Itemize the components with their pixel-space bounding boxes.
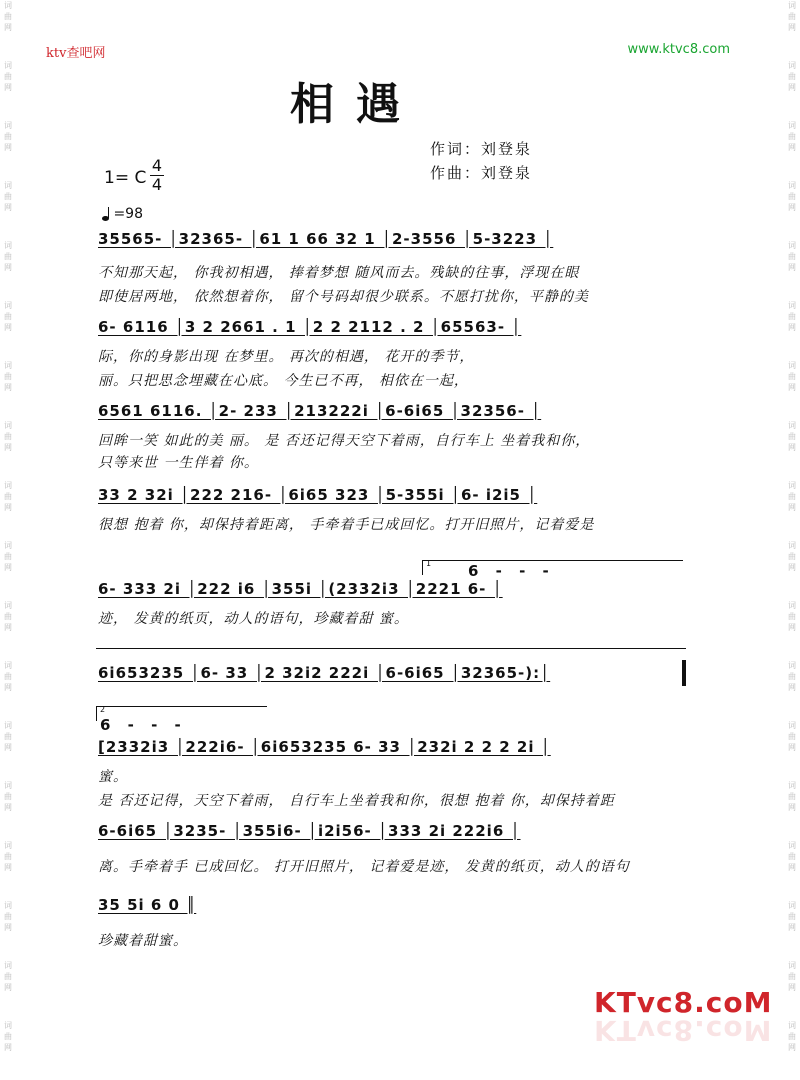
watermark-char: 曲 [788, 72, 796, 81]
watermark-char: 网 [788, 743, 796, 752]
watermark-char: 词 [788, 61, 796, 70]
watermark-char: 词 [788, 1021, 796, 1030]
watermark-char: 词 [4, 841, 12, 850]
watermark-char: 词 [4, 781, 12, 790]
watermark-char: 曲 [4, 732, 12, 741]
watermark-char: 词 [4, 541, 12, 550]
time-signature [150, 158, 164, 193]
watermark-char: 曲 [4, 1032, 12, 1041]
time-signature-top: 4 [151, 156, 163, 175]
watermark-char: 网 [4, 263, 12, 272]
watermark-char: 曲 [4, 972, 12, 981]
watermark-char: 网 [788, 803, 796, 812]
watermark-char: 网 [4, 803, 12, 812]
watermark-char: 曲 [4, 192, 12, 201]
lyric-line-8a: 离。手牵着手 已成回忆。 打开旧照片， 记着爱是迹， 发黄的纸页，动人的语句 [98, 859, 630, 875]
watermark-char: 网 [4, 863, 12, 872]
watermark-char: 词 [788, 361, 796, 370]
notation-line-1: 35565- │32365- │61 1 66 32 1 │2-3556 │5-3223 │ [98, 230, 554, 248]
watermark-char: 词 [4, 901, 12, 910]
section-divider [96, 648, 686, 649]
lyric-line-3a: 回眸一笑 如此的美 丽。 是 否还记得天空下着雨，自行车上 坐着我和你， [98, 433, 591, 449]
watermark-char: 词 [788, 841, 796, 850]
watermark-char: 词 [788, 241, 796, 250]
watermark-char: 网 [788, 1043, 796, 1052]
watermark-char: 网 [4, 563, 12, 572]
watermark-char: 网 [788, 863, 796, 872]
watermark-char: 网 [4, 683, 12, 692]
watermark-char: 网 [788, 563, 796, 572]
watermark-char: 曲 [788, 372, 796, 381]
volta-1-number: 1 [426, 559, 432, 568]
watermark-char: 曲 [788, 192, 796, 201]
watermark-char: 网 [4, 1043, 12, 1052]
watermark-char: 词 [4, 301, 12, 310]
lyric-line-9a: 珍藏着甜蜜。 [98, 933, 188, 949]
watermark-char: 网 [4, 83, 12, 92]
watermark-char: 网 [788, 83, 796, 92]
watermark-char: 网 [4, 23, 12, 32]
watermark-char: 曲 [4, 312, 12, 321]
watermark-char: 词 [788, 541, 796, 550]
watermark-char: 曲 [4, 612, 12, 621]
notation-line-5: 6- 333 2i │222 i6 │355i │(2332i3 │2221 6- │ [98, 580, 503, 598]
watermark-char: 网 [788, 143, 796, 152]
watermark-char: 词 [788, 961, 796, 970]
watermark-char: 词 [4, 481, 12, 490]
site-name-left[interactable]: ktv查吧网 [46, 46, 106, 61]
watermark-char: 词 [788, 301, 796, 310]
lyric-line-5a: 迹， 发黄的纸页，动人的语句，珍藏着甜 蜜。 [98, 611, 409, 627]
lyricist-credit: 作词：刘登泉 [430, 140, 533, 158]
key-signature: 1= C [104, 168, 147, 188]
watermark-char: 网 [788, 983, 796, 992]
watermark-char: 词 [788, 181, 796, 190]
watermark-char: 网 [4, 743, 12, 752]
watermark-char: 词 [788, 901, 796, 910]
watermark-char: 曲 [4, 672, 12, 681]
watermark-char: 曲 [788, 612, 796, 621]
watermark-char: 曲 [4, 372, 12, 381]
watermark-char: 曲 [788, 552, 796, 561]
watermark-char: 词 [4, 181, 12, 190]
watermark-char: 网 [788, 683, 796, 692]
time-signature-bottom: 4 [151, 175, 163, 194]
watermark-char: 曲 [788, 792, 796, 801]
watermark-char: 词 [788, 1, 796, 10]
watermark-char: 词 [788, 421, 796, 430]
watermark-char: 曲 [788, 672, 796, 681]
watermark-char: 曲 [4, 432, 12, 441]
notation-line-4: 33 2 32i │222 216- │6i65 323 │5-355i │6- i2i5 │ [98, 486, 538, 504]
watermark-char: 曲 [788, 432, 796, 441]
watermark-char: 曲 [4, 912, 12, 921]
watermark-char: 曲 [4, 492, 12, 501]
watermark-char: 词 [788, 601, 796, 610]
watermark-char: 网 [788, 923, 796, 932]
watermark-char: 词 [788, 481, 796, 490]
lyric-line-3b: 只等来世 一生伴着 你。 [98, 455, 259, 471]
watermark-char: 网 [4, 383, 12, 392]
volta-2-label: 6 - - - [100, 716, 187, 734]
site-url-right[interactable]: www.ktvc8.com [627, 42, 730, 57]
watermark-char: 网 [4, 623, 12, 632]
quarter-note-icon [102, 216, 109, 221]
notation-line-3: 6561 6116. │2- 233 │213222i │6-6i65 │32356- │ [98, 402, 542, 420]
tempo-value: =98 [113, 206, 143, 222]
site-logo[interactable]: KTvc8.coM [594, 986, 773, 1019]
watermark-char: 词 [4, 961, 12, 970]
lyric-line-1b: 即使居两地， 依然想着你， 留个号码却很少联系。不愿打扰你，平静的美 [98, 289, 589, 305]
notation-line-8: 6-6i65 │3235- │355i6- │i2i56- │333 2i 222i6 │ [98, 822, 521, 840]
watermark-char: 网 [4, 983, 12, 992]
watermark-char: 网 [4, 143, 12, 152]
watermark-char: 曲 [4, 252, 12, 261]
tempo-marking [102, 206, 143, 222]
left-watermark-strip [0, 0, 16, 1080]
watermark-char: 曲 [4, 852, 12, 861]
watermark-char: 曲 [4, 792, 12, 801]
watermark-char: 网 [4, 923, 12, 932]
watermark-char: 网 [788, 623, 796, 632]
watermark-char: 词 [4, 241, 12, 250]
watermark-char: 网 [788, 23, 796, 32]
watermark-char: 词 [4, 721, 12, 730]
repeat-end-bar [682, 660, 686, 686]
volta-1-label: 6 - - - [468, 562, 555, 580]
watermark-char: 词 [788, 121, 796, 130]
watermark-char: 词 [4, 1021, 12, 1030]
watermark-char: 曲 [788, 1032, 796, 1041]
notation-line-6: 6i653235 │6- 33 │2 32i2 222i │6-6i65 │32365-):│ [98, 664, 551, 682]
watermark-char: 网 [788, 263, 796, 272]
notation-line-2: 6- 6116 │3 2 2661 . 1 │2 2 2112 . 2 │65563- │ [98, 318, 522, 336]
watermark-char: 网 [788, 323, 796, 332]
watermark-char: 曲 [4, 12, 12, 21]
watermark-char: 网 [788, 203, 796, 212]
lyric-line-7a: 蜜。 [98, 769, 128, 785]
watermark-char: 曲 [788, 312, 796, 321]
site-logo-reflection: KTvc8.coM [594, 1014, 773, 1047]
watermark-char: 曲 [788, 852, 796, 861]
watermark-char: 词 [4, 361, 12, 370]
watermark-char: 网 [4, 443, 12, 452]
watermark-char: 词 [788, 781, 796, 790]
watermark-char: 曲 [788, 492, 796, 501]
song-title: 相遇 [290, 79, 422, 130]
watermark-char: 网 [788, 443, 796, 452]
watermark-char: 网 [4, 323, 12, 332]
watermark-char: 网 [4, 503, 12, 512]
watermark-char: 曲 [788, 132, 796, 141]
watermark-char: 词 [788, 721, 796, 730]
watermark-char: 词 [4, 661, 12, 670]
right-watermark-strip [784, 0, 800, 1080]
watermark-char: 曲 [4, 72, 12, 81]
watermark-char: 词 [4, 601, 12, 610]
watermark-char: 网 [4, 203, 12, 212]
watermark-char: 网 [788, 383, 796, 392]
watermark-char: 词 [4, 1, 12, 10]
notation-line-7: [2332i3 │222i6- │6i653235 6- 33 │232i 2 2 2 2i │ [98, 738, 551, 756]
watermark-char: 词 [788, 661, 796, 670]
watermark-char: 曲 [788, 912, 796, 921]
watermark-char: 曲 [4, 132, 12, 141]
watermark-char: 曲 [788, 12, 796, 21]
lyric-line-4a: 很想 抱着 你，却保持着距离， 手牵着手已成回忆。打开旧照片，记着爱是 [98, 517, 595, 533]
watermark-char: 曲 [788, 732, 796, 741]
notation-line-9: 35 5i 6 0 ║ [98, 896, 197, 914]
lyric-line-7b: 是 否还记得，天空下着雨， 自行车上坐着我和你，很想 抱着 你，却保持着距 [98, 793, 615, 809]
watermark-char: 曲 [788, 972, 796, 981]
lyric-line-2b: 丽。只把思念埋藏在心底。 今生已不再， 相依在一起， [98, 373, 469, 389]
watermark-char: 词 [4, 421, 12, 430]
watermark-char: 网 [788, 503, 796, 512]
watermark-char: 曲 [4, 552, 12, 561]
lyric-line-2a: 际，你的身影出现 在梦里。 再次的相遇， 花开的季节， [98, 349, 475, 365]
watermark-char: 词 [4, 61, 12, 70]
lyric-line-1a: 不知那天起， 你我初相遇， 捧着梦想 随风而去。残缺的往事，浮现在眼 [98, 265, 580, 281]
watermark-char: 曲 [788, 252, 796, 261]
volta-2-number: 2 [100, 705, 106, 714]
watermark-char: 词 [4, 121, 12, 130]
composer-credit: 作曲：刘登泉 [430, 164, 533, 182]
